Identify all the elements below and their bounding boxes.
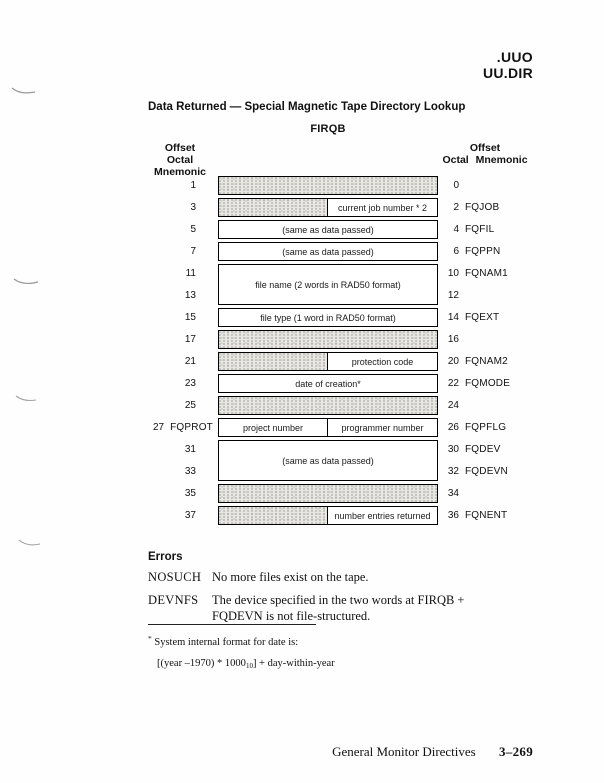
offset-number: 10 — [447, 268, 459, 279]
offset-number: 36 — [447, 510, 459, 521]
field-cell: current job number * 2 — [328, 198, 438, 217]
left-offset-label — [185, 466, 196, 478]
left-offset-label — [185, 444, 196, 456]
offset-mnemonic: FQMODE — [465, 378, 511, 389]
right-offset-label — [444, 202, 499, 214]
left-offset-label — [185, 290, 196, 302]
header-uuo: .UUO — [496, 49, 533, 65]
diagram-row — [218, 198, 438, 217]
offset-mnemonic: FQDEVN — [465, 466, 508, 477]
offset-number: 25 — [184, 400, 196, 411]
offset-number: 21 — [184, 356, 196, 367]
diagram-row — [218, 440, 438, 481]
footer-page-number: 3–269 — [499, 744, 533, 759]
right-offset-label — [444, 180, 459, 192]
offset-mnemonic: FQDEV — [465, 444, 501, 455]
offset-number: 12 — [447, 290, 459, 301]
offset-number: 16 — [447, 334, 459, 345]
offset-number: 3 — [190, 202, 196, 213]
left-offset-label — [186, 268, 196, 280]
reserved-cell — [218, 396, 438, 415]
right-offset-label — [444, 224, 494, 236]
offset-number: 22 — [447, 378, 459, 389]
offset-mnemonic: FQPROT — [170, 422, 213, 433]
left-offset-label — [190, 224, 196, 236]
offset-number: 6 — [453, 246, 459, 257]
offset-number: 35 — [184, 488, 196, 499]
footnote — [148, 632, 478, 673]
right-offset-label — [444, 268, 508, 280]
reserved-cell — [218, 506, 328, 525]
error-description: The device specified in the two words at FIRQB + FQDEVN is not file-structured. — [212, 593, 465, 623]
offset-mnemonic: FQNAM1 — [465, 268, 508, 279]
right-offset-label — [444, 246, 500, 258]
header-uudir: UU.DIR — [482, 65, 533, 81]
left-offset-label — [185, 334, 196, 346]
offset-mnemonic: FQFIL — [465, 224, 495, 235]
offset-mnemonic: FQJOB — [465, 202, 500, 213]
diagram-row — [218, 220, 438, 239]
offset-number: 37 — [184, 510, 196, 521]
offset-mnemonic: FQPFLG — [465, 422, 507, 433]
field-cell: (same as data passed) — [218, 242, 438, 261]
diagram-row — [218, 352, 438, 371]
right-offset-label — [444, 422, 506, 434]
diagram-row — [218, 330, 438, 349]
offset-number: 30 — [447, 444, 459, 455]
diagram-label: FIRQB — [310, 123, 346, 135]
field-cell: (same as data passed) — [218, 220, 438, 239]
right-offset-label — [444, 290, 459, 302]
field-cell: file type (1 word in RAD50 format) — [218, 308, 438, 327]
field-cell: project number — [218, 418, 328, 437]
diagram-row — [218, 506, 438, 525]
reserved-cell — [218, 330, 438, 349]
footnote-formula: [(year $-1970) * 1000_{10}$] + day-within-year — [157, 658, 335, 670]
left-offset-label — [185, 400, 196, 412]
right-offset-label — [444, 356, 508, 368]
field-cell: protection code — [328, 352, 438, 371]
offset-number: 31 — [184, 444, 196, 455]
offset-number: 14 — [447, 312, 459, 323]
offset-number: 34 — [447, 488, 459, 499]
firqb-diagram — [218, 176, 438, 528]
error-code: DEVNFS — [148, 593, 199, 607]
field-cell: (same as data passed) — [218, 440, 438, 481]
offset-mnemonic: FQNENT — [465, 510, 508, 521]
diagram-row — [218, 264, 438, 305]
field-cell: number entries returned — [328, 506, 438, 525]
left-column-header: Offset Octal Mnemonic — [154, 142, 206, 178]
field-cell: file name (2 words in RAD50 format) — [218, 264, 438, 305]
offset-number: 33 — [184, 466, 196, 477]
offset-number: 15 — [184, 312, 196, 323]
footnote-rule — [148, 624, 316, 625]
right-offset-label — [444, 488, 459, 500]
offset-number: 27 — [153, 422, 165, 433]
footnote-text: * System internal format for date is: — [148, 634, 299, 648]
diagram-row — [218, 396, 438, 415]
right-offset-label — [444, 334, 459, 346]
footer-section: General Monitor Directives — [332, 744, 476, 759]
right-offset-label — [444, 312, 499, 324]
offset-number: 23 — [184, 378, 196, 389]
right-column-header: Offset Octal Mnemonic — [442, 142, 528, 166]
field-cell: programmer number — [328, 418, 438, 437]
left-offset-label — [190, 202, 196, 214]
diagram-row — [218, 484, 438, 503]
left-offset-label — [185, 312, 196, 324]
error-row — [148, 592, 520, 624]
reserved-cell — [218, 198, 328, 217]
offset-number: 17 — [184, 334, 196, 345]
reserved-cell — [218, 176, 438, 195]
offset-mnemonic: FQNAM2 — [465, 356, 508, 367]
offset-number: 0 — [453, 180, 459, 191]
offset-number: 24 — [447, 400, 459, 411]
diagram-row — [218, 308, 438, 327]
offset-number: 2 — [453, 202, 459, 213]
right-offset-label — [444, 466, 508, 478]
left-offset-label — [185, 510, 196, 522]
left-offset-label — [185, 378, 196, 390]
offset-mnemonic: FQPPN — [465, 246, 501, 257]
diagram-row — [218, 418, 438, 437]
offset-number: 4 — [453, 224, 459, 235]
reserved-cell — [218, 484, 438, 503]
diagram-row — [218, 176, 438, 195]
left-offset-label — [190, 180, 196, 192]
doc-header — [483, 49, 533, 81]
error-row — [148, 569, 520, 585]
footnote-marker: * — [148, 634, 152, 643]
diagram-row — [218, 242, 438, 261]
offset-number: 32 — [447, 466, 459, 477]
right-offset-label — [444, 510, 507, 522]
offset-number: 20 — [447, 356, 459, 367]
left-offset-label — [185, 356, 196, 368]
offset-mnemonic: FQEXT — [465, 312, 500, 323]
right-offset-label — [444, 400, 459, 412]
offset-number: 5 — [190, 224, 196, 235]
field-cell: date of creation* — [218, 374, 438, 393]
left-offset-label — [190, 246, 196, 258]
offset-number: 11 — [185, 268, 196, 279]
offset-number: 7 — [190, 246, 196, 257]
page-footer — [332, 744, 533, 760]
diagram-row — [218, 374, 438, 393]
error-code: NOSUCH — [148, 570, 202, 584]
error-list — [148, 569, 520, 631]
left-offset-label — [185, 488, 196, 500]
errors-heading: Errors — [148, 551, 183, 563]
reserved-cell — [218, 352, 328, 371]
right-offset-label — [444, 378, 510, 390]
offset-number: 1 — [190, 180, 196, 191]
error-description: No more files exist on the tape. — [212, 570, 369, 584]
page-title: Data Returned — Special Magnetic Tape Directory Lookup — [148, 101, 466, 113]
offset-number: 13 — [184, 290, 196, 301]
left-offset-label — [153, 422, 213, 434]
offset-number: 26 — [447, 422, 459, 433]
right-offset-label — [444, 444, 500, 456]
